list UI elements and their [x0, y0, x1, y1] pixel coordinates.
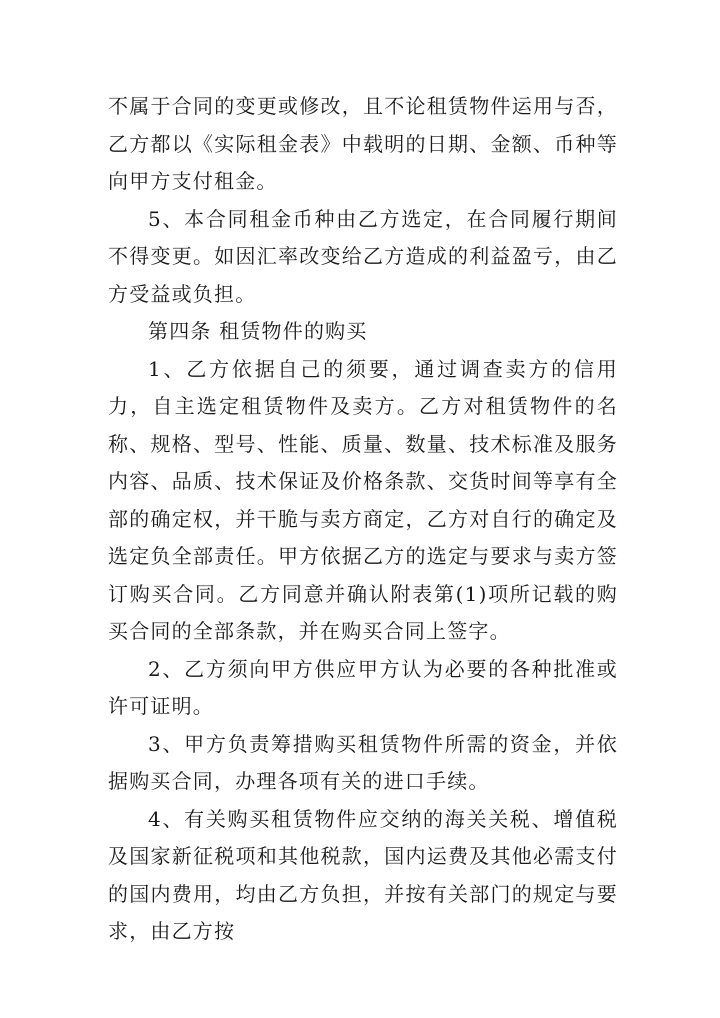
document-body: [108, 88, 618, 951]
paragraph-rent-payment-continued: 不属于合同的变更或修改，且不论租赁物件运用与否，乙方都以《实际租金表》中载明的日期、金额、币种等向甲方支付租金。: [108, 94, 618, 193]
paragraph-clause-3-funding: 3、甲方负责筹措购买租赁物件所需的资金，并依据购买合同，办理各项有关的进口手续。: [108, 731, 618, 793]
paragraph-clause-1-selection: 1、乙方依据自己的须要，通过调查卖方的信用力，自主选定租赁物件及卖方。乙方对租赁物件的名称、规格、型号、性能、质量、数量、技术标准及服务内容、品质、技术保证及价格条款、交货时间等享有全部的确定权，并干脆与卖方商定，乙方对自行的确定及选定负全部责任。甲方依据乙方的选定与要求与卖方签订购买合同。乙方同意并确认附表第(1)项所记载的购买合同的全部条款，并在购买合同上签字。: [108, 356, 618, 643]
paragraph-clause-2-approval: 2、乙方须向甲方供应甲方认为必要的各种批准或许可证明。: [108, 656, 618, 718]
paragraph-clause-4-taxes: 4、有关购买租赁物件应交纳的海关关税、增值税及国家新征税项和其他税款，国内运费及其他必需支付的国内费用，均由乙方负担，并按有关部门的规定与要求，由乙方按: [108, 806, 618, 943]
section-heading-article-4: 第四条 租赁物件的购买: [148, 319, 368, 343]
paragraph-clause-5-currency: 5、本合同租金币种由乙方选定，在合同履行期间不得变更。如因汇率改变给乙方造成的利益盈亏，由乙方受益或负担。: [108, 206, 618, 306]
